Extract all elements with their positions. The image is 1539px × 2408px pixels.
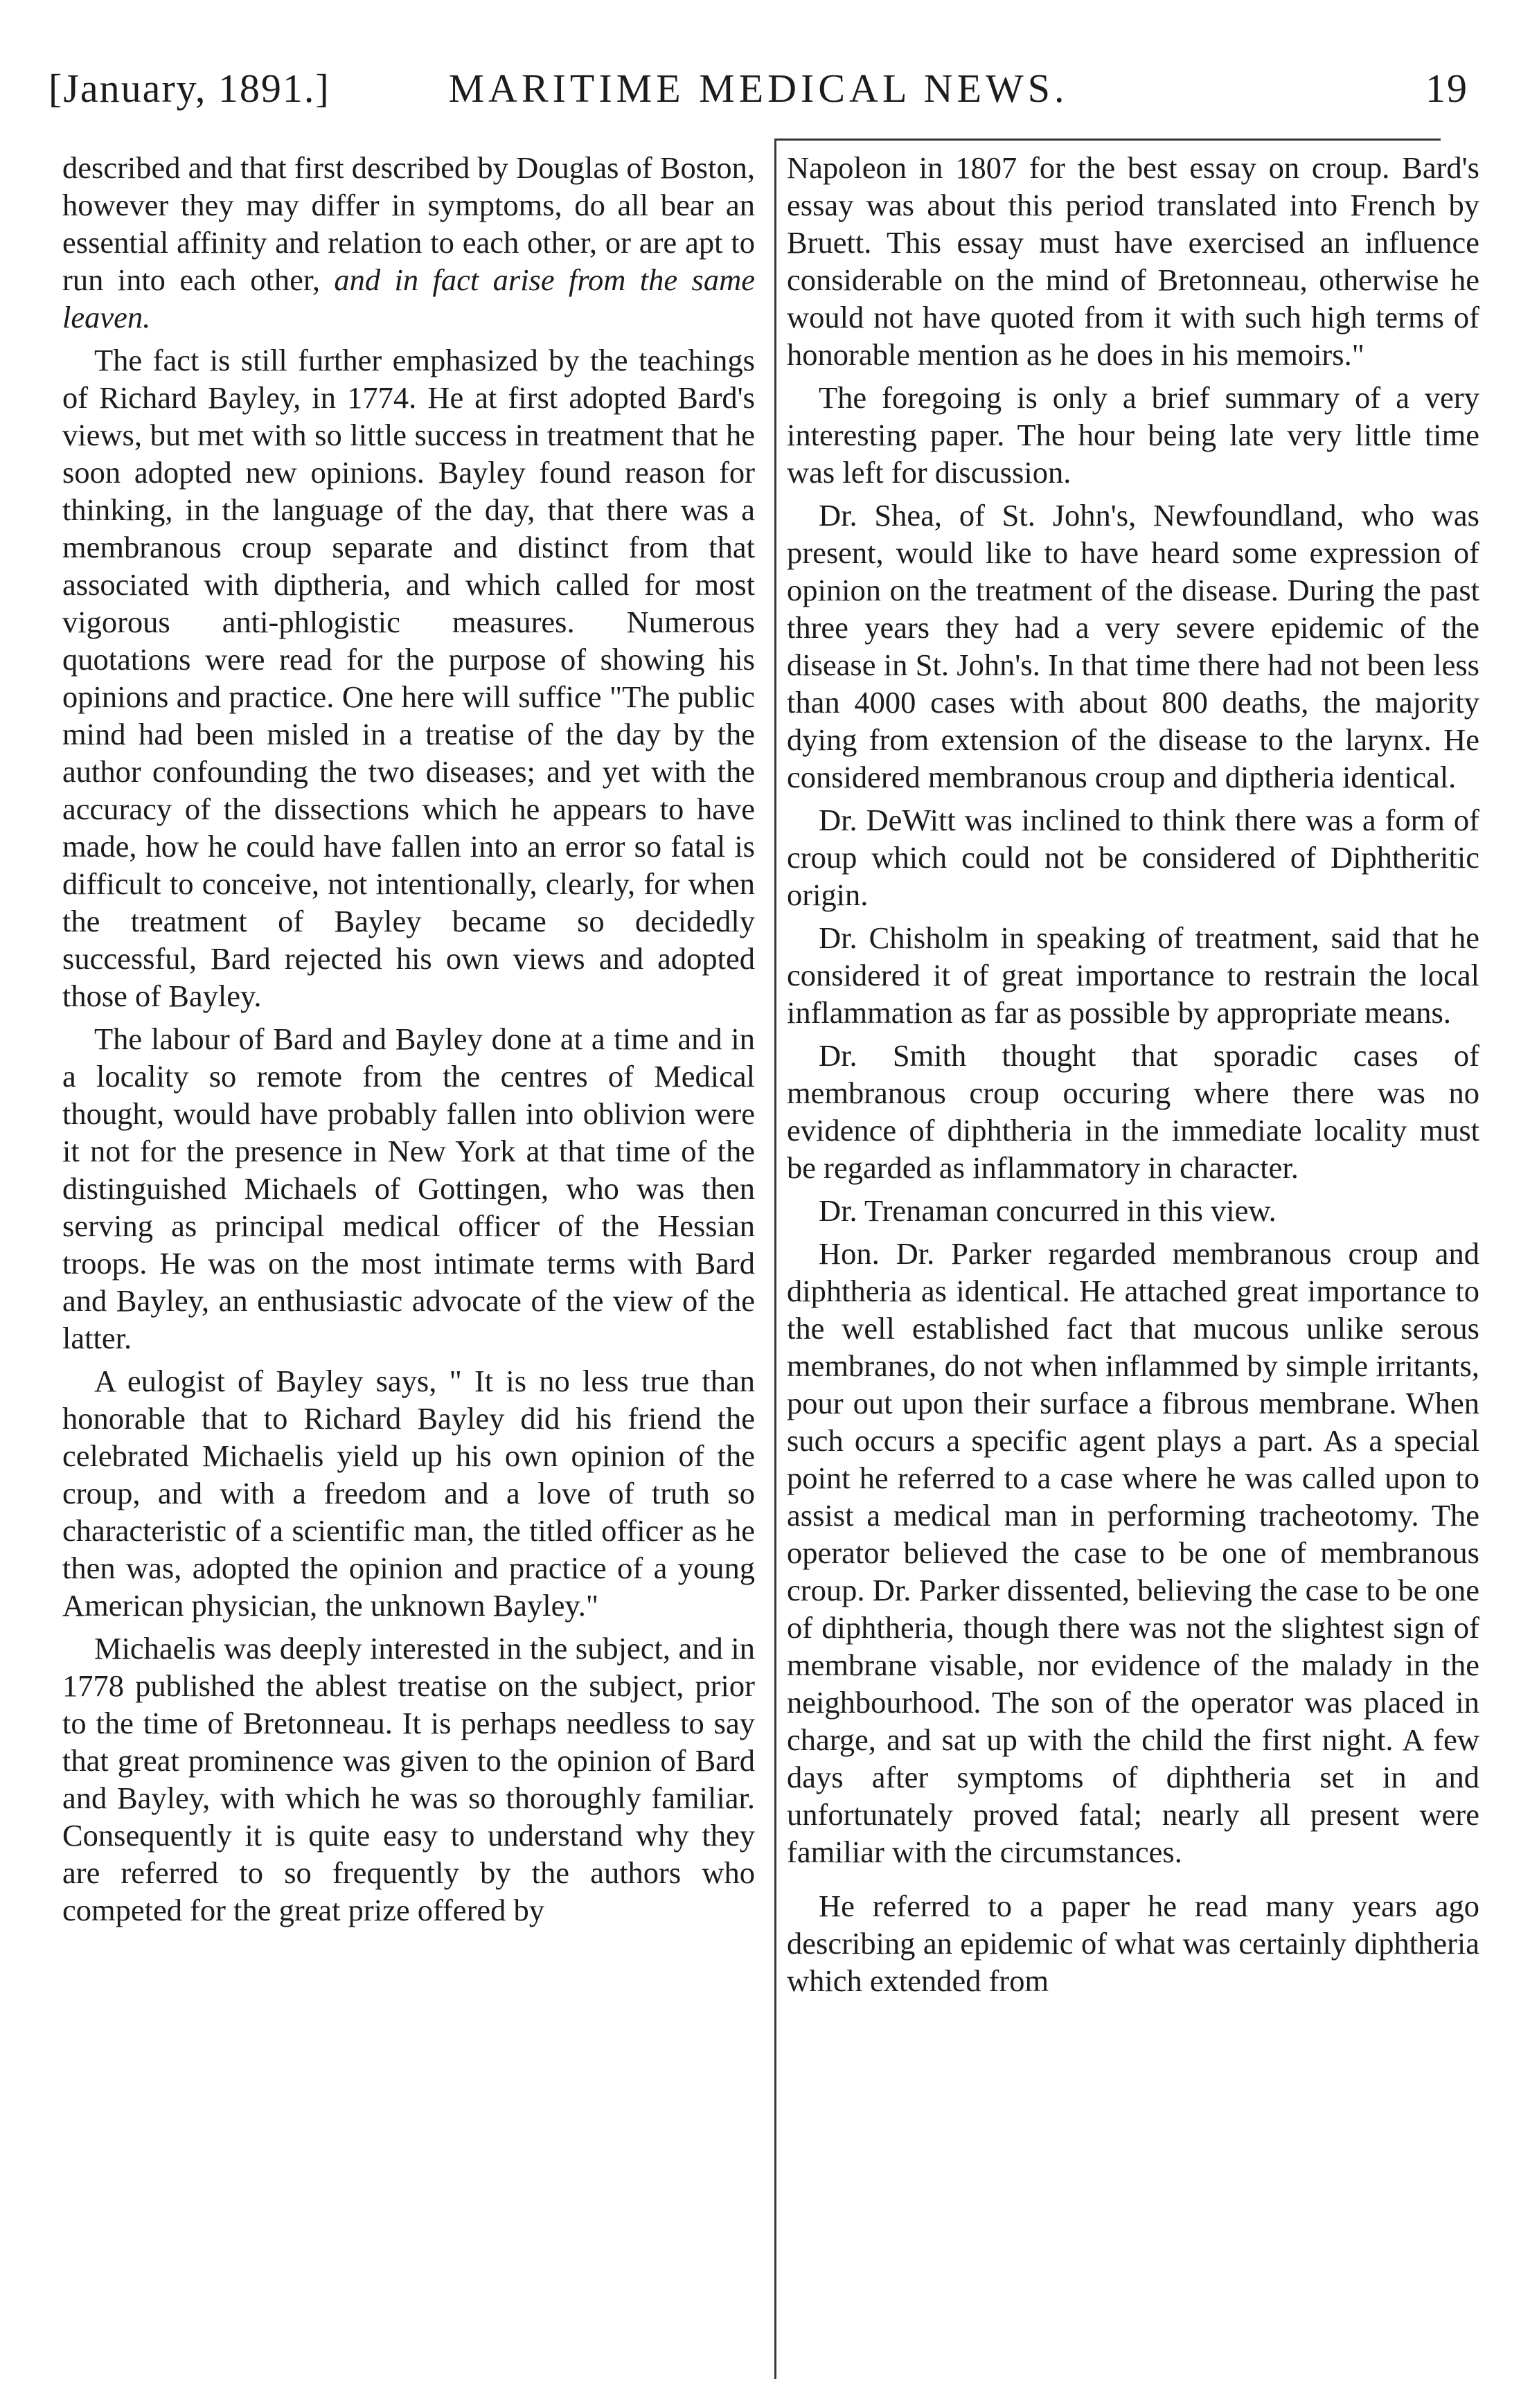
paragraph: Dr. Trenaman concurred in this view. <box>819 1193 1276 1228</box>
paragraph: Dr. Smith thought that sporadic cases of membranous croup occuring where there was no evidence of diphtheria in the immediate locality must be regarded as inflammatory in character. <box>787 1038 1479 1185</box>
page-number: 19 <box>1425 66 1468 111</box>
journal-title: MARITIME MEDICAL NEWS. <box>448 66 1069 111</box>
paragraph: A eulogist of Bayley says, " It is no less true than honorable that to Richard Bayley did his friend the celebrated Michaelis yield up his own opinion of the croup, and with a freedom and a love of truth so characteristic of a scientific man, the titled officer as he then was, adopted the opinion and practice of a young American physician, the unknown Bayley." <box>62 1364 755 1623</box>
paragraph: Dr. Shea, of St. John's, Newfoundland, who was present, would like to have heard some expression of opinion on the treatment of the disease. During the past three years they had a very severe epidemic of the disease in St. John's. In that time there had not been less than 4000 cases with about 800 deaths, the majority dying from extension of the disease to the larynx. He considered membranous croup and diptheria identical. <box>787 498 1479 794</box>
right-column <box>787 149 1479 2393</box>
paragraph: The foregoing is only a brief summary of a very interesting paper. The hour being late very little time was left for discussion. <box>787 380 1479 490</box>
paragraph: Hon. Dr. Parker regarded membranous croup and diphtheria as identical. He attached great importance to the well established fact that mucous unlike serous membranes, do not when inflammed by simple irritants, pour out upon their surface a fibrous membrane. When such occurs a specific agent plays a part. As a special point he referred to a case where he was called upon to assist a medical man in performing tracheotomy. The operator believed the case to be one of membranous croup. Dr. Parker dissented, believing the case to be one of diphtheria, though there was not the slightest sign of membrane visable, nor evidence of the malady in the neighbourhood. The son of the operator was placed in charge, and sat up with the child the first night. A few days after symptoms of diphtheria set in and unfortunately proved fatal; nearly all present were familiar with the circumstances. <box>787 1236 1479 1869</box>
paragraph-text: described and that first described by Douglas of Boston, however they may differ in symptoms, do all bear an essential affinity and relation to each other, or are apt to run into each other, <box>62 150 755 297</box>
italic-phrase: and in fact arise from the same leaven. <box>62 262 756 335</box>
left-column <box>62 149 755 2393</box>
column-divider <box>774 139 776 2379</box>
paragraph <box>62 149 755 336</box>
paragraph: He referred to a paper he read many years ago describing an epidemic of what was certainly diphtheria which extended from <box>787 1889 1479 1998</box>
paragraph: Dr. Chisholm in speaking of treatment, said that he considered it of great importance to restrain the local inflammation as far as possible by appropriate means. <box>787 920 1479 1030</box>
paragraph: The fact is still further emphasized by the teachings of Richard Bayley, in 1774. He at first adopted Bard's views, but met with so little success in treatment that he soon adopted new opinions. Bayley found reason for thinking, in the language of the day, that there was a membranous croup separate and distinct from that associated with diptheria, and which called for most vigorous anti-phlogistic measures. Numerous quotations were read for the purpose of showing his opinions and practice. One here will suffice "The public mind had been misled in a treatise of the day by the author confounding the two diseases; and yet with the accuracy of the dissections which he appears to have made, how he could have fallen into an error so fatal is difficult to conceive, not intentionally, clearly, for when the treatment of Bayley became so decidedly successful, Bard rejected his own views and adopted those of Bayley. <box>62 343 755 1013</box>
paragraph: Michaelis was deeply interested in the subject, and in 1778 published the ablest treatise on the subject, prior to the time of Bretonneau. It is perhaps needless to say that great prominence was given to the opinion of Bard and Bayley, with which he was so thoroughly familiar. Consequently it is quite easy to understand why they are referred to so frequently by the authors who competed for the great prize offered by <box>62 1631 755 1927</box>
issue-date: [January, 1891.] <box>48 66 330 111</box>
running-header <box>48 54 1468 123</box>
paragraph: Dr. DeWitt was inclined to think there was a form of croup which could not be considered of Diphtheritic origin. <box>787 803 1479 912</box>
header-rule <box>776 139 1441 141</box>
paragraph: Napoleon in 1807 for the best essay on croup. Bard's essay was about this period translated into French by Bruett. This essay must have exercised an influence considerable on the mind of Bretonneau, otherwise he would not have quoted from it with such high terms of honorable mention as he does in his memoirs." <box>787 150 1479 372</box>
paragraph: The labour of Bard and Bayley done at a time and in a locality so remote from the centres of Medical thought, would have probably fallen into oblivion were it not for the presence in New York at that time of the distinguished Michaels of Gottingen, who was then serving as principal medical officer of the Hessian troops. He was on the most intimate terms with Bard and Bayley, an enthusiastic advocate of the view of the latter. <box>62 1022 755 1355</box>
